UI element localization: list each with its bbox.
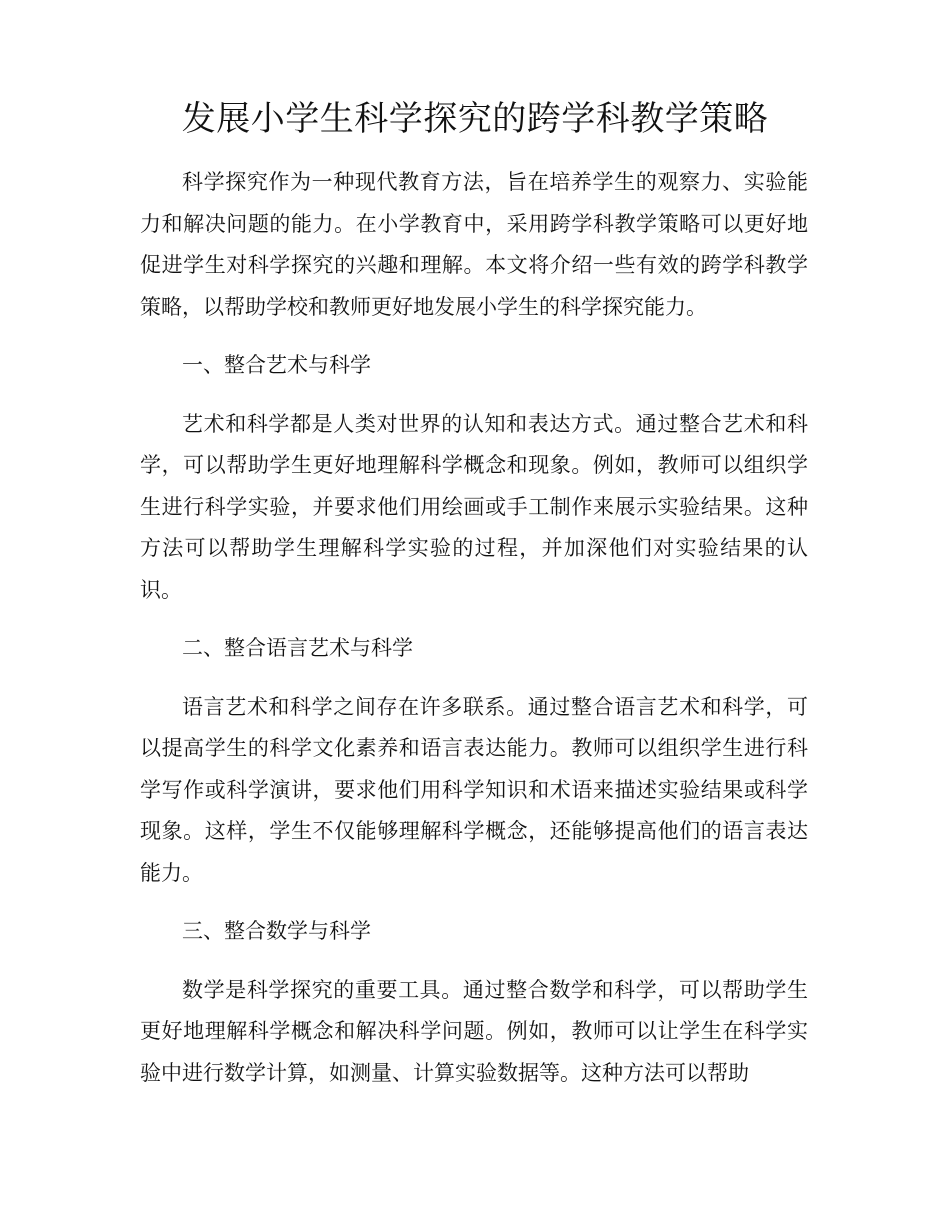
intro-paragraph: 科学探究作为一种现代教育方法，旨在培养学生的观察力、实验能力和解决问题的能力。在小学教育中，采用跨学科教学策略可以更好地促进学生对科学探究的兴趣和理解。本文将介绍一些有效的跨学科教学策略，以帮助学校和教师更好地发展小学生的科学探究能力。 <box>140 170 808 319</box>
section-heading-art: 一、整合艺术与科学 <box>182 353 371 377</box>
page-title: 发展小学生科学探究的跨学科教学策略 <box>181 99 769 139</box>
section-body-math: 数学是科学探究的重要工具。通过整合数学和科学，可以帮助学生更好地理解科学概念和解决科学问题。例如，教师可以让学生在科学实验中进行数学计算，如测量、计算实验数据等。这种方法可以帮助 <box>140 977 808 1085</box>
section-heading-math: 三、整合数学与科学 <box>182 919 371 943</box>
document-body <box>140 162 808 1111</box>
section-body-language: 语言艺术和科学之间存在许多联系。通过整合语言艺术和科学，可以提高学生的科学文化素养和语言表达能力。教师可以组织学生进行科学写作或科学演讲，要求他们用科学知识和术语来描述实验结果或科学现象。这样，学生不仅能够理解科学概念，还能够提高他们的语言表达能力。 <box>140 694 808 885</box>
section-heading-language: 二、整合语言艺术与科学 <box>182 636 413 660</box>
section-body-art: 艺术和科学都是人类对世界的认知和表达方式。通过整合艺术和科学，可以帮助学生更好地理解科学概念和现象。例如，教师可以组织学生进行科学实验，并要求他们用绘画或手工制作来展示实验结果。这种方法可以帮助学生理解科学实验的过程，并加深他们对实验结果的认识。 <box>140 411 808 602</box>
